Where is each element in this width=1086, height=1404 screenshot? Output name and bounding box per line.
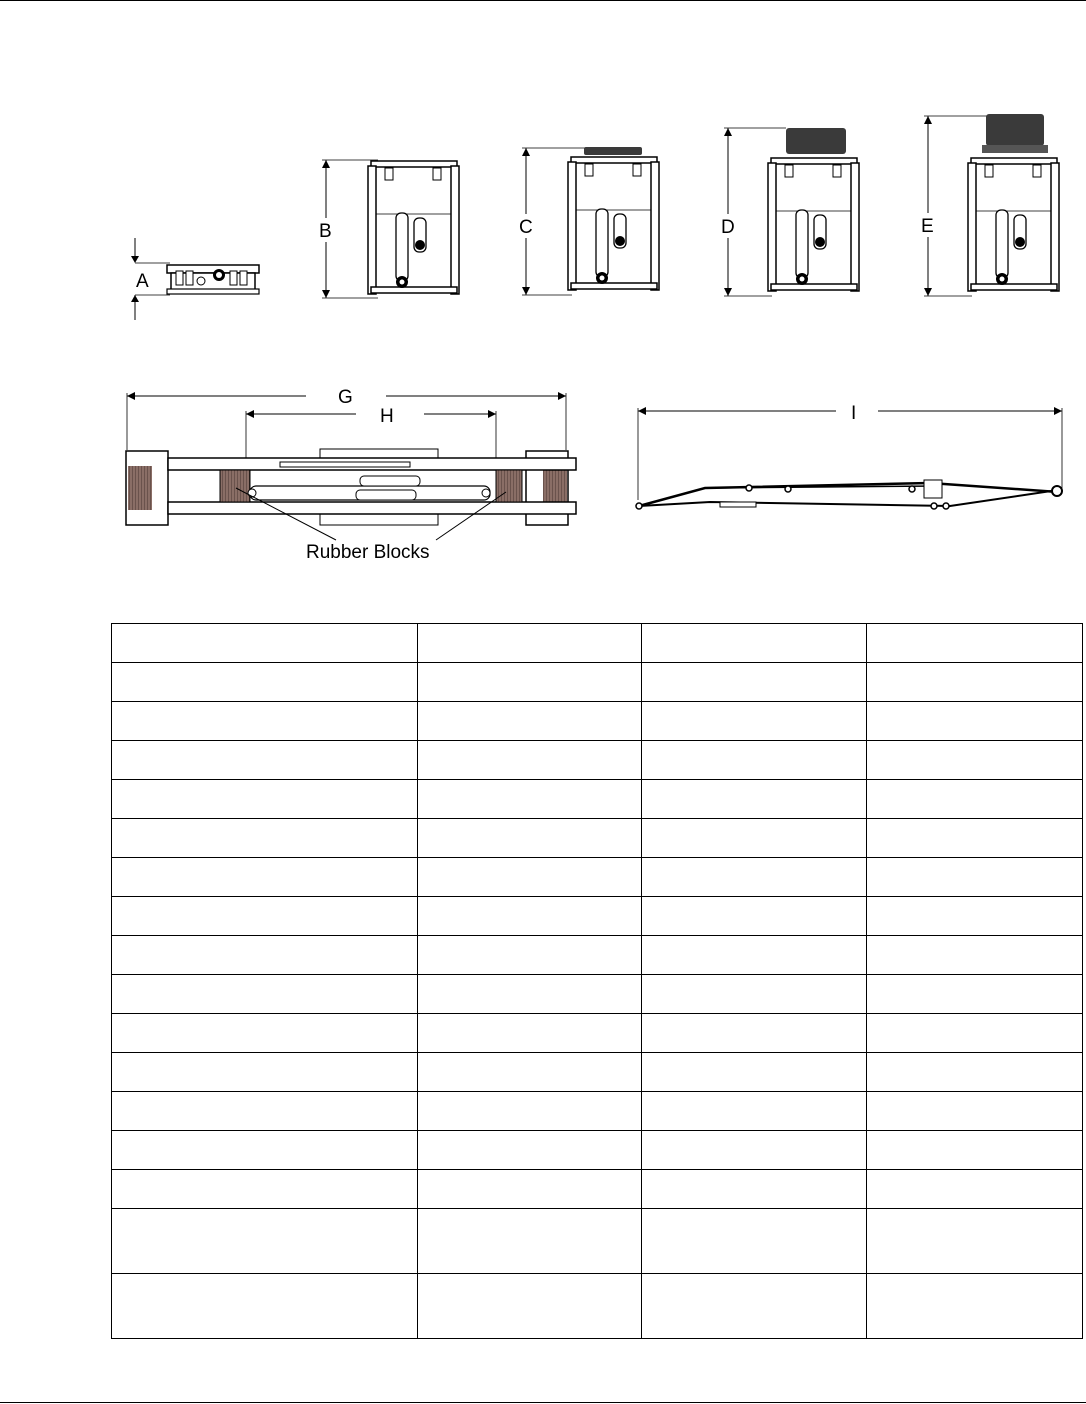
view-i-side bbox=[636, 400, 1062, 509]
table-cell bbox=[642, 975, 867, 1014]
table-cell bbox=[867, 1131, 1083, 1170]
view-a-collapsed bbox=[131, 238, 259, 320]
table-cell bbox=[867, 1170, 1083, 1209]
table-cell bbox=[112, 741, 418, 780]
table-cell bbox=[418, 1170, 642, 1209]
table-cell bbox=[112, 1053, 418, 1092]
table-cell bbox=[642, 780, 867, 819]
table-cell bbox=[642, 1170, 867, 1209]
table-cell bbox=[867, 741, 1083, 780]
table-cell bbox=[112, 1131, 418, 1170]
table-cell bbox=[418, 663, 642, 702]
table-cell bbox=[867, 1014, 1083, 1053]
table-cell bbox=[867, 780, 1083, 819]
table-cell bbox=[642, 741, 867, 780]
table-cell bbox=[112, 1274, 418, 1339]
table-cell bbox=[418, 1274, 642, 1339]
table-cell bbox=[112, 1092, 418, 1131]
table-cell bbox=[112, 624, 418, 663]
table-cell bbox=[867, 936, 1083, 975]
table-cell bbox=[418, 1053, 642, 1092]
table-row bbox=[112, 897, 1083, 936]
table-cell bbox=[112, 975, 418, 1014]
table-cell bbox=[112, 936, 418, 975]
table-row bbox=[112, 1092, 1083, 1131]
table-cell bbox=[867, 1053, 1083, 1092]
table-cell bbox=[642, 663, 867, 702]
table-cell bbox=[418, 741, 642, 780]
table-row bbox=[112, 975, 1083, 1014]
table-row bbox=[112, 1274, 1083, 1339]
table-cell bbox=[867, 663, 1083, 702]
lift-frame-c bbox=[568, 157, 659, 290]
table-row bbox=[112, 936, 1083, 975]
label-a: A bbox=[136, 271, 149, 292]
table-cell bbox=[112, 1209, 418, 1274]
table-cell bbox=[867, 624, 1083, 663]
table-cell bbox=[112, 663, 418, 702]
table-cell bbox=[642, 1053, 867, 1092]
lift-frame-b bbox=[368, 161, 459, 294]
table-cell bbox=[642, 1092, 867, 1131]
table-cell bbox=[642, 1274, 867, 1339]
rubber-blocks-callout: Rubber Blocks bbox=[306, 542, 430, 563]
table-row bbox=[112, 663, 1083, 702]
table-cell bbox=[867, 1209, 1083, 1274]
table-row bbox=[112, 780, 1083, 819]
table-cell bbox=[112, 819, 418, 858]
table-row bbox=[112, 1053, 1083, 1092]
label-h: H bbox=[380, 406, 394, 427]
table-cell bbox=[642, 702, 867, 741]
label-c: C bbox=[519, 217, 533, 238]
label-g: G bbox=[338, 387, 353, 408]
table-cell bbox=[642, 897, 867, 936]
lift-frame-d bbox=[768, 158, 859, 291]
label-b: B bbox=[319, 221, 332, 242]
table-cell bbox=[112, 780, 418, 819]
table-row bbox=[112, 819, 1083, 858]
table-cell bbox=[418, 1131, 642, 1170]
table-cell bbox=[867, 1274, 1083, 1339]
specifications-table bbox=[111, 623, 1083, 1339]
table-cell bbox=[418, 702, 642, 741]
table-cell bbox=[112, 858, 418, 897]
label-d: D bbox=[721, 217, 735, 238]
table-cell bbox=[867, 897, 1083, 936]
table-cell bbox=[418, 858, 642, 897]
dimension-drawings bbox=[0, 0, 1086, 600]
table-row bbox=[112, 741, 1083, 780]
table-cell bbox=[418, 975, 642, 1014]
lift-frame-e bbox=[968, 158, 1059, 291]
view-d bbox=[718, 128, 859, 296]
label-e: E bbox=[921, 216, 934, 237]
table-cell bbox=[642, 1131, 867, 1170]
view-b bbox=[316, 160, 459, 298]
table-cell bbox=[867, 975, 1083, 1014]
table-row bbox=[112, 1209, 1083, 1274]
view-g-h-plan bbox=[126, 384, 576, 563]
table-cell bbox=[418, 1092, 642, 1131]
table-cell bbox=[418, 1209, 642, 1274]
table-cell bbox=[867, 702, 1083, 741]
footer-rule bbox=[0, 1402, 1086, 1403]
table-cell bbox=[642, 1014, 867, 1053]
label-i: I bbox=[851, 403, 857, 424]
table-row bbox=[112, 1131, 1083, 1170]
table-cell bbox=[418, 819, 642, 858]
table-cell bbox=[418, 624, 642, 663]
table-cell bbox=[642, 1209, 867, 1274]
table-row bbox=[112, 624, 1083, 663]
table-row bbox=[112, 858, 1083, 897]
view-c bbox=[516, 147, 659, 295]
table-cell bbox=[642, 819, 867, 858]
table-cell bbox=[867, 819, 1083, 858]
table-row bbox=[112, 1014, 1083, 1053]
table-row bbox=[112, 702, 1083, 741]
view-e bbox=[918, 114, 1059, 296]
table-cell bbox=[642, 936, 867, 975]
table-cell bbox=[867, 858, 1083, 897]
table-row bbox=[112, 1170, 1083, 1209]
table-cell bbox=[418, 1014, 642, 1053]
table-cell bbox=[642, 858, 867, 897]
table-cell bbox=[418, 897, 642, 936]
table-cell bbox=[418, 936, 642, 975]
table-cell bbox=[867, 1092, 1083, 1131]
table-cell bbox=[418, 780, 642, 819]
table-cell bbox=[642, 624, 867, 663]
table-cell bbox=[112, 1014, 418, 1053]
table-cell bbox=[112, 1170, 418, 1209]
table-cell bbox=[112, 702, 418, 741]
table-cell bbox=[112, 897, 418, 936]
